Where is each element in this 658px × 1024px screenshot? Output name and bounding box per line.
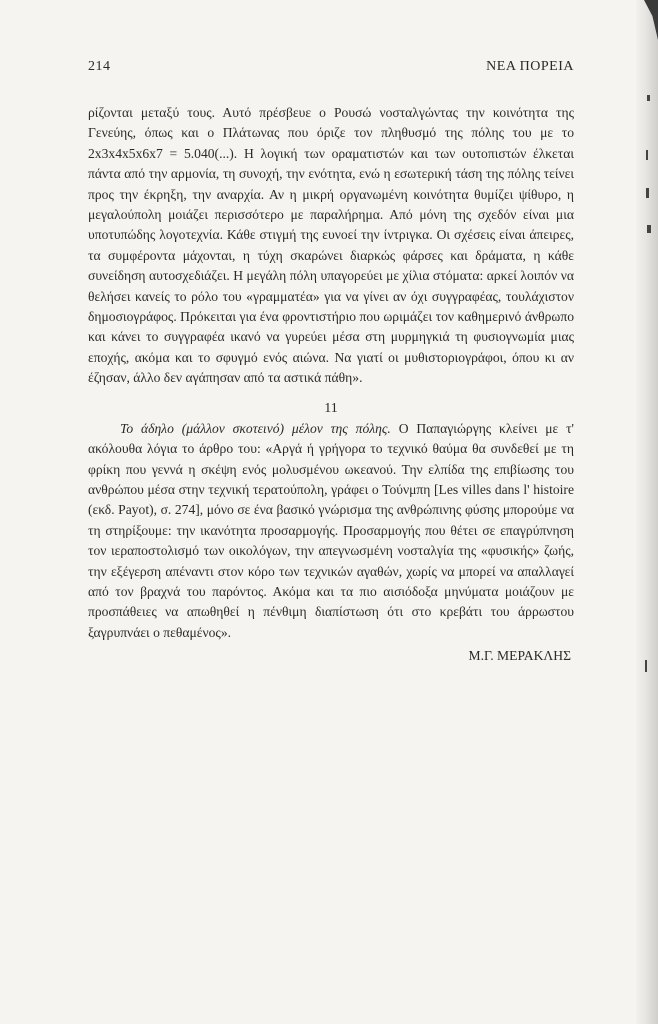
body-text [88,103,574,667]
italic-opening: Το άδηλο (μάλλον σκοτεινό) μέλον της πόλης. [120,420,391,436]
paragraph: ρίζονται μεταξύ τους. Αυτό πρέσβευε ο Ρουσώ νοσταλγώντας την κοινότητα της Γενεύης, όπως και ο Πλάτωνας που όριζε τον πληθυσμό της πόλης του με το 2x3x4x5x6x7 = 5.040(...). Η λογική των οραματιστών και των ουτοπιστών έλκεται πάντα από την αρμονία, τη συνοχή, την ενότητα, ενώ η εσωτερική τάση της πόλης τείνει προς την έκρηξη, την αναρχία. Αν η μικρή οργανωμένη κοινότητα θυμίζει ψίθυρο, η μεγαλούπολη μοιάζει περισσότερο με παραλήρημα. Από μόνη της σχεδόν είναι μια υποτυπώδης λογοτεχνία. Κάθε στιγμή της ευνοεί την ίντριγκα. Οι σχέσεις είναι άπειρες, τα συμφέροντα μάχονται, η τύχη σκαρώνει διαρκώς φάρσες και δράματα, η κάθε συνείδηση αυτοσχεδιάζει. Η μεγάλη πόλη υπαγορεύει με χίλια στόματα: αρκεί λοιπόν να θελήσει κανείς το ρόλο του «γραμματέα» για να γίνει αν όχι συγγραφέας, τουλάχιστον δημοσιογράφος. Πρόκειται για ένα φροντιστήριο που ωριμάζει τον καθημερινό άνθρωπο και κάνει το συγγραφέα ικανό να γυρεύει μέσα στη μυρμηγκιά τη φυσιογνωμία μιας εποχής, ακόμα και το σφυγμό ενός αιώνα. Να γιατί οι μυθιστοριογράφοι, όπου κι αν έζησαν, άλλο δεν αγάπησαν από τα αστικά πάθη». [88,105,574,386]
section-number: 11 [324,400,338,416]
paragraph [88,419,574,643]
paragraph-body: Ο Παπαγιώργης κλείνει με τ' ακόλουθα λόγια το άρθρο του: «Αργά ή γρήγορα το τεχνικό θαύμα θα συνδεθεί με τη φρίκη που γεννά η σκέψη ενός μολυσμένου ωκεανού. Την ελπίδα της επιβίωσης του ανθρώπου μέσα στην τεχνική τερατούπολη, γράφει ο Τούνμπη [Les villes dans l' histoire (εκδ. Payot), σ. 274], μόνο σε ένα βασικό γνώρισμα της ανθρώπινης φύσης μπορούμε να τη στηρίξουμε: την ικανότητα προσαρμογής. Προσαρμογής που θέτει σε επαγρύπνηση τον ιεραποστολισμό των οικολόγων, την απεγνωσμένη νοσταλγία της «φυσικής» ζωής, την εξέγερση απέναντι στον κόρο των τεχνικών αγαθών, χωρίς να μπορεί να απαλλαγεί από τον βραχνά του παρόντος. Ακόμα και τα πιο αισιόδοξα μηνύματα μοιάζουν με προσπάθειες να απωθηθεί η πένθιμη διαπίστωση ότι στο κρεβάτι του άρρωστου ξαγρυπνάει ο πεθαμένος». [88,420,574,640]
scan-mark [646,188,649,198]
author-signature: Μ.Γ. ΜΕΡΑΚΛΗΣ [468,648,571,664]
scan-mark [647,95,650,101]
scan-mark [646,150,648,160]
journal-title: ΝΕΑ ΠΟΡΕΙΑ [486,59,574,74]
scan-mark [645,660,647,672]
scan-mark [647,225,651,233]
page-number: 214 [88,59,111,74]
running-header [88,59,574,75]
